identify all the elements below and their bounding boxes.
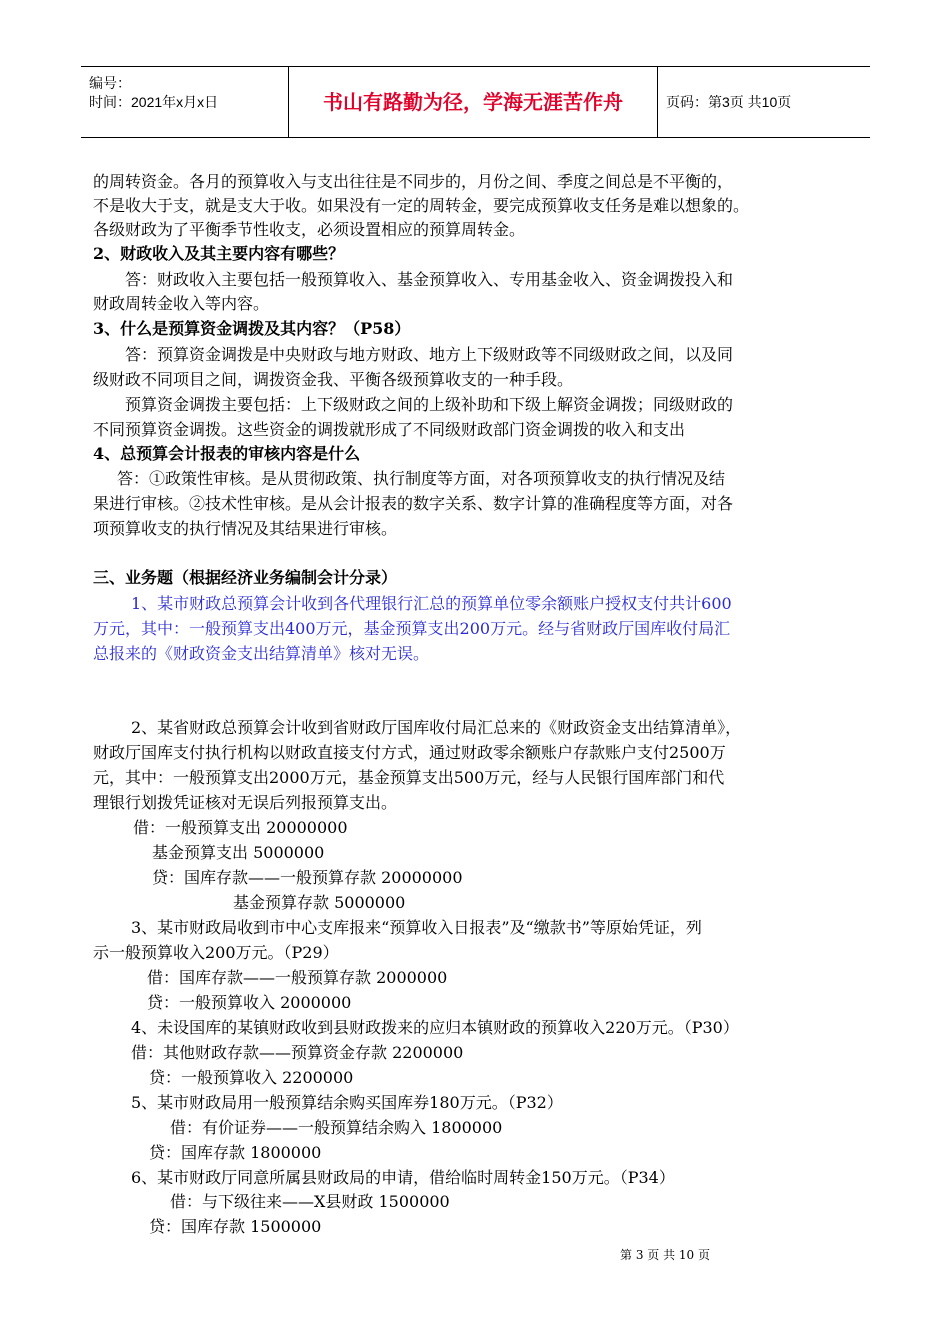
body-line: 财政厅国库支付执行机构以财政直接支付方式，通过财政零余额账户存款账户支付2500万	[93, 743, 726, 762]
entry-credit: 贷：国库存款——一般预算存款 20000000	[152, 868, 463, 887]
question-2: 2、某省财政总预算会计收到省财政厅国库收付局汇总来的《财政资金支出结算清单》，	[131, 718, 742, 737]
entry-debit: 借：国库存款——一般预算存款 2000000	[147, 968, 448, 987]
entry-debit: 借：与下级往来——X县财政 1500000	[170, 1192, 450, 1211]
entry-credit: 贷：国库存款 1500000	[149, 1217, 322, 1236]
entry-credit: 贷：国库存款 1800000	[149, 1143, 322, 1162]
body-line: 果进行审核。②技术性审核。是从会计报表的数字关系、数字计算的准确程度等方面，对各	[93, 494, 734, 513]
entry-debit: 基金预算支出 5000000	[152, 843, 325, 862]
page-label: 页码：第3页 共10页	[666, 94, 792, 110]
section-heading: 三、业务题（根据经济业务编制会计分录）	[93, 568, 398, 587]
question-3: 3、某市财政局收到市中心支库报来“预算收入日报表”及“缴款书”等原始凭证，列	[131, 918, 702, 937]
body-line-blue: 总报来的《财政资金支出结算清单》核对无误。	[93, 644, 430, 663]
body-line: 答：①政策性审核。是从贯彻政策、执行制度等方面，对各项预算收支的执行情况及结	[117, 469, 726, 488]
body-line: 项预算收支的执行情况及其结果进行审核。	[93, 519, 398, 538]
question-4: 4、未设国库的某镇财政收到县财政拨来的应归本镇财政的预算收入220万元。（P30）	[131, 1018, 739, 1037]
document-header	[81, 66, 870, 138]
page-footer: 第 3 页 共 10 页	[620, 1248, 710, 1262]
question-blue: 1、某市财政总预算会计收到各代理银行汇总的预算单位零余额账户授权支付共计600	[131, 594, 732, 613]
body-line: 答：预算资金调拨是中央财政与地方财政、地方上下级财政等不同级财政之间，以及同	[125, 345, 734, 364]
body-line: 元，其中：一般预算支出2000万元，基金预算支出500万元，经与人民银行国库部门和代	[93, 768, 725, 787]
entry-credit: 基金预算存款 5000000	[233, 893, 406, 912]
body-line: 级财政不同项目之间，调拨资金我、平衡各级预算收支的一种手段。	[93, 370, 574, 389]
motto: 书山有路勤为径，学海无涯苦作舟	[289, 67, 658, 137]
number-label: 编号：	[89, 75, 131, 91]
question-heading: 4、总预算会计报表的审核内容是什么	[93, 444, 361, 463]
entry-debit: 借：有价证券——一般预算结余购入 1800000	[170, 1118, 503, 1137]
question-5: 5、某市财政局用一般预算结余购买国库券180万元。（P32）	[131, 1093, 563, 1112]
entry-credit: 贷：一般预算收入 2000000	[147, 993, 352, 1012]
entry-debit: 借：一般预算支出 20000000	[133, 818, 348, 837]
time-label: 时间：2021年x月x日	[89, 94, 219, 110]
body-line-blue: 万元，其中：一般预算支出400万元，基金预算支出200万元。经与省财政厅国库收付局汇	[93, 619, 731, 638]
header-left-cell	[81, 67, 289, 137]
entry-credit: 贷：一般预算收入 2200000	[149, 1068, 354, 1087]
body-line: 预算资金调拨主要包括：上下级财政之间的上级补助和下级上解资金调拨；同级财政的	[125, 395, 734, 414]
body-line: 不是收大于支，就是支大于收。如果没有一定的周转金，要完成预算收支任务是难以想象的。	[93, 196, 750, 215]
body-line: 各级财政为了平衡季节性收支，必须设置相应的预算周转金。	[93, 220, 526, 239]
question-6: 6、某市财政厅同意所属县财政局的申请，借给临时周转金150万元。（P34）	[131, 1168, 675, 1187]
question-heading: 2、财政收入及其主要内容有哪些？	[93, 244, 345, 263]
body-line: 答：财政收入主要包括一般预算收入、基金预算收入、专用基金收入、资金调拨投入和	[125, 270, 734, 289]
body-line: 示一般预算收入200万元。（P29）	[93, 943, 339, 962]
body-line: 不同预算资金调拨。这些资金的调拨就形成了不同级财政部门资金调拨的收入和支出	[93, 420, 686, 439]
body-line: 财政周转金收入等内容。	[93, 294, 270, 313]
body-line: 理银行划拨凭证核对无误后列报预算支出。	[93, 793, 398, 812]
question-heading: 3、什么是预算资金调拨及其内容？（P58）	[93, 319, 411, 338]
body-line: 的周转资金。各月的预算收入与支出往往是不同步的，月份之间、季度之间总是不平衡的，	[93, 172, 734, 191]
entry-debit: 借：其他财政存款——预算资金存款 2200000	[131, 1043, 464, 1062]
